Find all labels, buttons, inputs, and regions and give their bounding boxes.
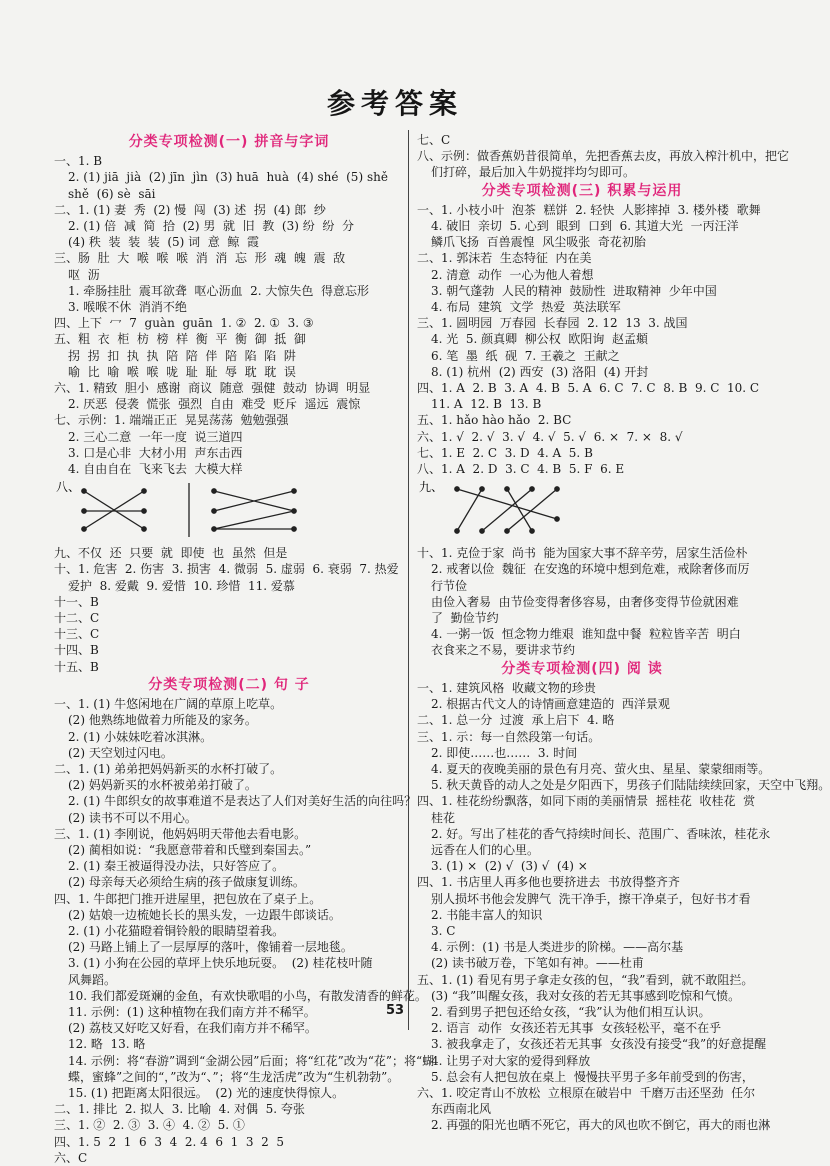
answer-line: 六、1. 咬定青山不放松 立根原在破岩中 千磨万击还坚劲 任尔 [417,1085,756,1100]
answer-line: 三、肠 肚 大 喉 喉 喉 消 消 忘 形 魂 魄 震 敌 [54,251,346,266]
answer-line: 二、1. 郭沫若 生态特征 内在美 [417,251,592,266]
answer-line: 一、1. 小枝小叶 泡茶 糕饼 2. 轻快 人影摔掉 3. 楼外楼 歌舞 [417,202,761,217]
answer-line: 八、示例：做香蕉奶昔很简单，先把香蕉去皮，再放入榨汁机中，把它 [417,149,790,164]
answer-line: 四、1. A 2. B 3. A 4. B 5. A 6. C 7. C 8. B 9. C 10. C [417,381,760,396]
answer-line: 2. 根据古代文人的诗情画意建造的 西洋景观 [431,697,670,712]
answer-line: 喻 比 喻 喉 喉 咙 耻 耻 辱 耽 耽 误 [68,364,296,379]
answer-line: 2. 再强的阳光也晒不死它，再大的风也吹不倒它，再大的雨也淋 [431,1118,771,1133]
answer-line: 十四、B [54,643,99,658]
answer-line: 四、1. 5 2 1 6 3 4 2. 4 6 1 3 2 5 [54,1134,285,1149]
section-2-lines [54,696,435,1166]
answer-line: 十二、C [54,611,100,626]
page-number: 53 [385,1003,405,1018]
answer-line: 4. 破旧 亲切 5. 心到 眼到 口到 6. 其道大光 一丙汪洋 [431,219,739,234]
answer-line: 2. 清意 动作 一心为他人着想 [431,267,594,282]
answer-line: (2) 母亲每天必须给生病的孩子做康复训练。 [68,875,305,890]
answer-line: 5. 总会有人把包放在桌上 慢慢扶平男子多年前受到的伤害， [431,1069,754,1084]
right-column [417,132,830,1134]
answer-line: 八、1. A 2. D 3. C 4. B 5. F 6. E [417,462,625,477]
answer-line: 4. 示例：(1) 书是人类进步的阶梯。——高尔基 [431,940,684,955]
answer-line: 2. (1) 牛郎织女的故事难道不是表达了人们对美好生活的向往吗？ [68,794,417,809]
answer-line: (2) 他熟练地做着力所能及的家务。 [68,713,257,728]
answer-line: 4. 让男子对大家的爱得到释放 [431,1053,591,1068]
answer-line: 七、示例：1. 端端正正 晃晃荡荡 勉勉强强 [54,413,289,428]
answer-line: 4. 一粥一饭 恒念物力维艰 谁知盘中餐 粒粒皆辛苦 明白 [431,627,741,642]
answer-line: 五、1. (1) 看见有男子拿走女孩的包，“我”看到，就不敢阻拦。 [417,972,754,987]
answer-line: 5. 秋天黄昏的动人之处是夕阳西下，男孩子们陆陆续续回家，天空中飞翔。 [431,778,830,793]
section-1-lines-b [54,545,404,675]
answer-line: 3. C [431,923,456,938]
answer-line: 三、1. 示：每一自然段第一句话。 [417,729,601,744]
answer-line: 2. 语言 动作 女孩还若无其事 女孩轻松平，毫不在乎 [431,1021,722,1036]
answer-line: 1. 牵肠挂肚 震耳欲聋 呕心沥血 2. 大惊失色 得意忘形 [68,283,370,298]
answer-line: 2. 好。写出了桂花的香气持续时间长、范围广、香味浓，桂花永 [431,826,771,841]
section-4-lines [417,680,830,1134]
column-divider [408,130,409,1030]
answer-line: 2. 即使……也…… 3. 时间 [431,745,578,760]
answer-line: 十一、B [54,594,99,609]
answer-line: 2. 戒奢以俭 魏征 在安逸的环境中想到危难，戒除奢侈而厉 [431,562,750,577]
answer-line: 3. 被我拿走了，女孩还若无其事 女孩没有接受“我”的好意提醒 [431,1037,767,1052]
answer-line: 二、1. (1) 弟弟把妈妈新买的水杯打破了。 [54,761,283,776]
section-3-lines-b [417,545,750,658]
answer-line: 十五、B [54,659,99,674]
answer-line: 15. (1) 把距离太阳很远。 (2) 光的速度快得惊人。 [68,1085,345,1100]
answer-line: 2. (1) 小花猫瞪着铜铃般的眼睛望着我。 [68,923,285,938]
answer-line: 三、1. 圆明园 万春园 长春园 2. 12 13 3. 战国 [417,316,688,331]
answer-line: 拐 拐 扣 执 执 陪 陪 伴 陪 陷 陷 阱 [68,348,296,363]
answer-line: (2) 马路上铺上了一层厚厚的落叶，像铺着一层地毯。 [68,940,353,955]
answer-line: 4. 自由自在 飞来飞去 大模大样 [68,462,243,477]
matching-lines-svg [56,480,364,539]
answer-line: 4. 光 5. 颜真卿 柳公权 欧阳询 赵孟頫 [431,332,649,347]
answer-page [40,40,830,1165]
answer-line: 2. (1) 小妹妹吃着冰淇淋。 [68,729,213,744]
section-1-lines [54,153,404,477]
answer-line: 三、1. ② 2. ③ 3. ④ 4. ② 5. ① [54,1118,245,1133]
answer-line: (2) 妈妈新买的水杯被弟弟打破了。 [68,778,257,793]
answer-line: 了 勤俭节约 [431,611,499,626]
answer-line: 2. (1) jiā jià (2) jīn jìn (3) huā huà (4) shé (5) shě [68,170,388,185]
answer-line: 五、粗 衣 柜 枋 榜 样 衡 平 衡 御 抵 御 [54,332,306,347]
answer-line: 三、1. (1) 李刚说，他妈妈明天带他去看电影。 [54,826,307,841]
matching-diagram-left [56,480,404,539]
answer-line: 十、1. 危害 2. 伤害 3. 损害 4. 微弱 5. 虚弱 6. 衰弱 7. 热爱 [54,562,399,577]
answer-line: 别人损坏书他会发脾气 洗干净手，擦干净桌子，包好书才看 [431,891,751,906]
answer-line: 3. (1) 小狗在公园的草坪上快乐地玩耍。 (2) 桂花枝叶随 [68,956,373,971]
answer-line: 二、1. 总一分 过渡 承上启下 4. 略 [417,713,615,728]
answer-line: 四、1. 书店里人再多他也要挤进去 书放得整齐齐 [417,875,680,890]
page-title: 参考答案 [326,87,463,120]
answer-line: 六、C [54,1150,88,1165]
matching-lines-svg-right [419,480,727,539]
answer-line: 14. 示例：将“春游”调到“金湖公园”后面；将“红花”改为“花”；将“蝴 [68,1053,435,1068]
answer-line: shě (6) sè sāi [68,186,156,201]
answer-line: 二、1. 排比 2. 拟人 3. 比喻 4. 对偶 5. 夸张 [54,1102,305,1117]
answer-line: 一、1. (1) 牛悠闲地在广阔的草原上吃草。 [54,697,283,712]
answer-line: 12. 略 13. 略 [68,1037,146,1052]
answer-line: 一、1. B [54,154,103,169]
answer-line: 3. (1) × (2) √ (3) √ (4) × [431,859,588,874]
answer-line: 七、1. E 2. C 3. D 4. A 5. B [417,445,593,460]
answer-line: 风舞蹈。 [68,972,117,987]
answer-line: 2. 三心二意 一年一度 说三道四 [68,429,243,444]
answer-line: (3) “我”叫醒女孩，我对女孩的若无其事感到吃惊和气愤。 [431,988,741,1003]
section-heading-4: 分类专项检测(四) 阅 读 [501,660,663,677]
answer-line: 十三、C [54,627,100,642]
answer-line: 呕 沥 [68,267,100,282]
answer-line: 2. 厌恶 侵袭 慌张 强烈 自由 难受 贬斥 遥远 震惊 [68,397,361,412]
match-label-left: 八、 [56,480,81,495]
answer-line: (4) 秩 装 装 装 (5) 词 意 鲸 霞 [68,235,260,250]
section-3-lines [417,202,761,477]
answer-line: (2) 荔枝又好吃又好看，在我们南方并不稀罕。 [68,1021,317,1036]
answer-line: 二、1. (1) 妻 秀 (2) 慢 闯 (3) 述 拐 (4) 郎 纱 [54,202,326,217]
answer-line: 2. 看到男子把包还给女孩，“我”认为他们相互认识。 [431,1004,711,1019]
answer-line: 蝶，蜜蜂”之间的“，”改为“、”；将“生龙活虎”改为“生机勃勃”。 [68,1069,400,1084]
answer-line: 四、1. 桂花纷纷飘落，如同下雨的美丽情景 摇桂花 收桂花 赏 [417,794,756,809]
answer-line: 2. (1) 倍 减 简 拾 (2) 男 就 旧 教 (3) 纷 纷 分 [68,219,354,234]
answer-line: 行节俭 [431,578,468,593]
answer-line: 3. 口是心非 大材小用 声东击西 [68,445,243,460]
answer-line: 11. 示例：(1) 这种植物在我们南方并不稀罕。 [68,1004,316,1019]
answer-line: 由俭入奢易 由节俭变得奢侈容易，由奢侈变得节俭就困难 [431,594,739,609]
answer-line: 4. 夏天的夜晚美丽的景色有月亮、萤火虫、星星、蒙蒙细雨等。 [431,761,771,776]
answer-line: (2) 读书破万卷，下笔如有神。——杜甫 [431,956,644,971]
answer-line: 六、1. 精致 胆小 感谢 商议 随意 强健 鼓动 协调 明显 [54,381,371,396]
answer-line: 十、1. 克俭于家 尚书 能为国家大事不辞辛劳，居家生活俭朴 [417,546,748,561]
answer-line: 桂花 [431,810,456,825]
answer-line: 衣食来之不易，要讲求节约 [431,643,576,658]
answer-line: 九、不仅 还 只要 就 即使 也 虽然 但是 [54,546,288,561]
answer-line: 五、1. hǎo hào hǎo 2. BC [417,413,572,428]
answer-line: 六、1. √ 2. √ 3. √ 4. √ 5. √ 6. × 7. × 8. √ [417,429,683,444]
answer-line: 11. A 12. B 13. B [431,397,542,412]
answer-line: 6. 笔 墨 纸 砚 7. 王羲之 王献之 [431,348,620,363]
answer-line: 爱护 8. 爱戴 9. 爱惜 10. 珍惜 11. 爱慕 [68,578,295,593]
right-top-lines [417,132,790,181]
answer-line: 七、C [417,133,451,147]
answer-line: 8. (1) 杭州 (2) 西安 (3) 洛阳 (4) 开封 [431,364,649,379]
answer-line: 一、1. 建筑风格 收藏文物的珍贵 [417,680,596,695]
matching-diagram-right [419,480,747,539]
answer-line: 4. 布局 建筑 文学 热爱 英法联军 [431,300,621,315]
answer-line: 四、上下 冖 7 guàn guān 1. ② 2. ① 3. ③ [54,316,314,331]
answer-line: 10. 我们都爱斑斓的金鱼，有欢快歌唱的小鸟，有散发清香的鲜花。 [68,988,427,1003]
answer-line: 鳞爪飞扬 百兽震惶 风尘吸张 奇花初胎 [431,235,646,250]
section-heading-3: 分类专项检测(三) 积累与运用 [481,182,683,199]
answer-line: 远香在人们的心里。 [431,842,540,857]
answer-line: 四、1. 牛郎把门推开进屋里，把包放在了桌子上。 [54,891,322,906]
answer-line: 3. 喉喉不休 消消不绝 [68,300,187,315]
answer-line: 们打碎，最后加入牛奶搅拌均匀即可。 [431,165,636,180]
answer-line: 2. 书能丰富人的知识 [431,907,543,922]
answer-line: (2) 姑娘一边梳她长长的黑头发，一边跟牛郎谈话。 [68,907,341,922]
match-label-right: 九、 [419,480,444,495]
answer-line: 3. 朝气蓬勃 人民的精神 鼓励性 进取精神 少年中国 [431,283,717,298]
section-heading-2: 分类专项检测(二) 句 子 [148,676,310,693]
answer-line: 东西南北风 [431,1102,492,1117]
answer-line: (2) 蔺相如说：“我愿意带着和氏璧到秦国去。” [68,842,312,857]
answer-line: (2) 读书不可以不用心。 [68,810,197,825]
section-heading-1: 分类专项检测(一) 拼音与字词 [128,134,330,150]
answer-line: 2. (1) 秦王被逼得没办法，只好答应了。 [68,859,285,874]
answer-line: (2) 天空划过闪电。 [68,745,173,760]
